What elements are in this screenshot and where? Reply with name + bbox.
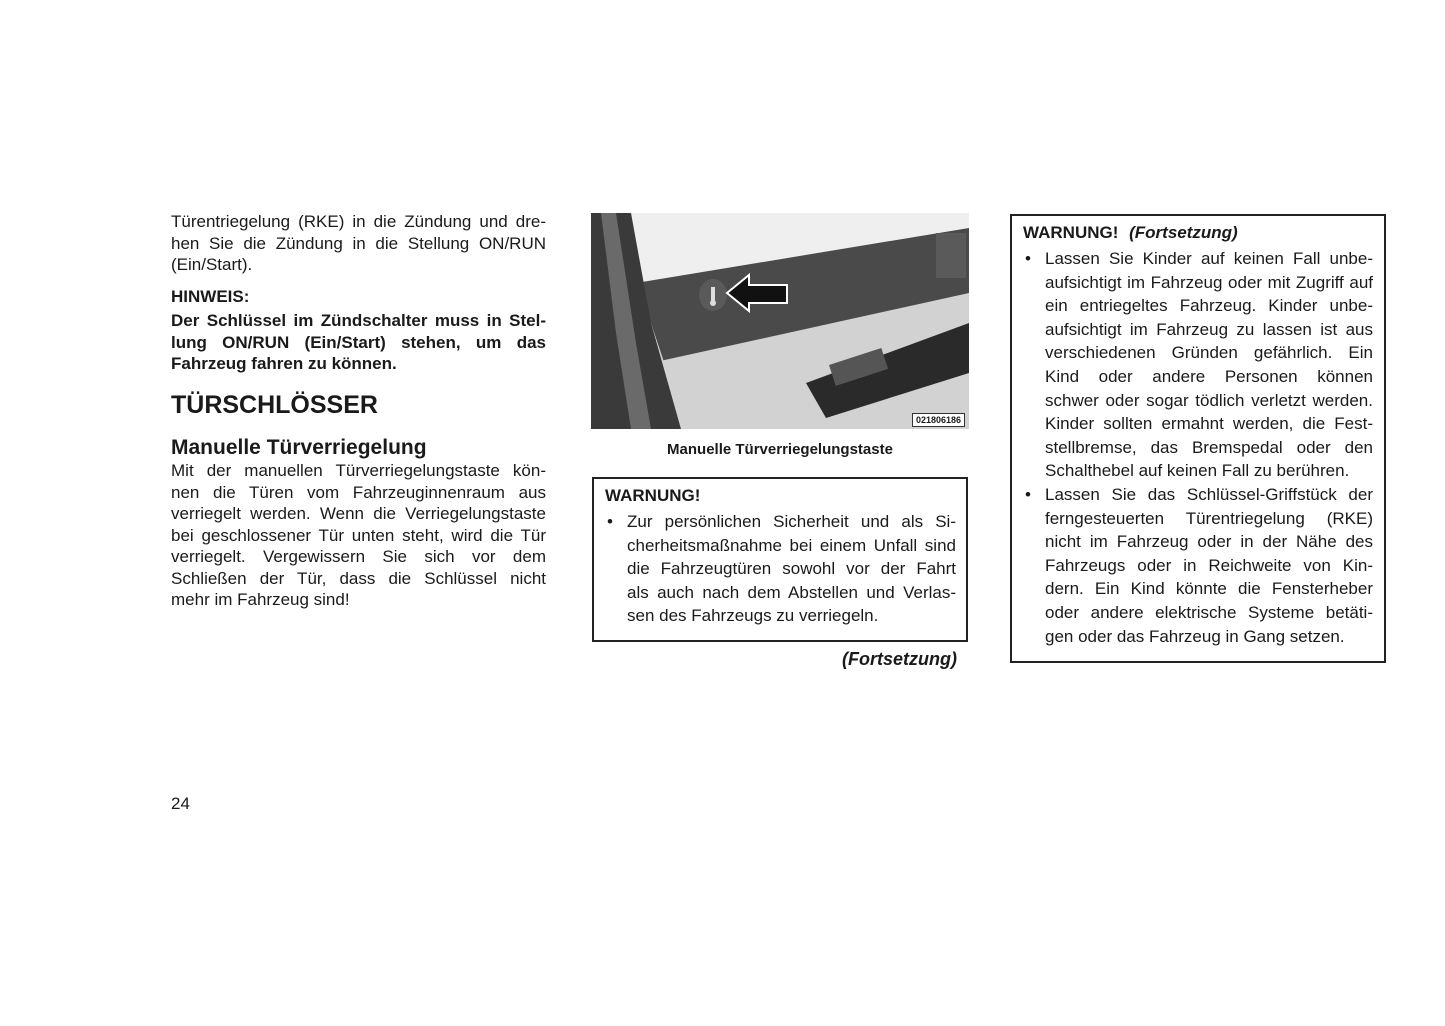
text-line: hen Sie die Zündung in die Stellung ON/RUN	[171, 233, 546, 253]
text-line: verschiedenen Gründen gefährlich. Ein	[1045, 343, 1373, 363]
warning-bullet	[1023, 483, 1373, 648]
intro-paragraph	[171, 211, 546, 276]
text-line: Fahrzeug fahren zu können.	[171, 354, 397, 373]
section-title: TÜRSCHLÖSSER	[171, 390, 378, 419]
text-line: nicht im Fahrzeug oder in der Nähe des	[1045, 532, 1373, 552]
warning-title-text: WARNUNG!	[1023, 223, 1119, 242]
text-line: oder andere elektrische Systeme betäti-	[1045, 602, 1373, 622]
text-line: Schalthebel auf keinen Fall zu berühren.	[1045, 461, 1350, 481]
warning-box-continued	[1010, 214, 1386, 663]
note-text	[171, 310, 546, 375]
text-line: verriegelt werden. Wenn die Verriegelungstaste	[171, 504, 546, 523]
text-line: Fahrzeugs oder in Reichweite von Kin-	[1045, 555, 1373, 575]
figure-caption: Manuelle Türverriegelungstaste	[667, 441, 893, 458]
text-line: Lassen Sie Kinder auf keinen Fall unbe-	[1045, 249, 1373, 268]
note-label: HINWEIS:	[171, 286, 250, 306]
text-line: Schließen der Tür, dass die Schlüssel nicht	[171, 568, 546, 588]
text-line: stellbremse, das Bremspedal oder den	[1045, 437, 1373, 457]
text-line: mehr im Fahrzeug sind!	[171, 590, 350, 609]
text-line: ferngesteuerten Türentriegelung (RKE)	[1045, 508, 1373, 528]
text-line: die Fahrzeugtüren sowohl vor der Fahrt	[627, 559, 956, 579]
warning-bullet	[1023, 247, 1373, 483]
bullet-icon: •	[1025, 484, 1031, 504]
warning-box	[592, 477, 968, 642]
text-line: als auch nach dem Abstellen und Verlas-	[627, 582, 956, 602]
door-lock-figure	[591, 213, 969, 429]
warning-bullet	[605, 510, 956, 628]
text-line: aufsichtigt im Fahrzeug oder mit Zugriff auf	[1045, 272, 1373, 292]
text-line: Lassen Sie das Schlüssel-Griffstück der	[1045, 484, 1373, 504]
text-line: cherheitsmaßnahme bei einem Unfall sind	[627, 535, 956, 555]
body-paragraph	[171, 460, 546, 611]
subsection-title: Manuelle Türverriegelung	[171, 436, 427, 459]
warning-title: WARNUNG!	[605, 486, 701, 505]
warning-continuation: (Fortsetzung)	[1129, 223, 1238, 242]
text-line: Kinder sollten ermahnt werden, die Fest-	[1045, 414, 1373, 434]
bullet-icon: •	[1025, 249, 1031, 268]
text-line: Mit der manuellen Türverriegelungstaste kön-	[171, 461, 546, 480]
text-line: Zur persönlichen Sicherheit und als Si-	[627, 512, 956, 531]
text-line: ein entriegeltes Fahrzeug. Kinder unbe-	[1045, 296, 1373, 316]
continued-label: (Fortsetzung)	[842, 649, 957, 669]
text-line: Türentriegelung (RKE) in die Zündung und dre-	[171, 212, 546, 231]
text-line: nen die Türen vom Fahrzeuginnenraum aus	[171, 482, 546, 502]
figure-code: 021806186	[912, 413, 965, 427]
bullet-icon: •	[607, 512, 613, 531]
text-line: (Ein/Start).	[171, 255, 253, 274]
text-line: dern. Ein Kind könnte die Fensterheber	[1045, 579, 1373, 599]
text-line: verriegelt. Vergewissern Sie sich vor dem	[171, 547, 546, 566]
column-left	[171, 211, 546, 611]
text-line: lung ON/RUN (Ein/Start) stehen, um das	[171, 332, 546, 352]
text-line: Der Schlüssel im Zündschalter muss in Stel-	[171, 311, 546, 330]
text-line: Kind oder andere Personen können	[1045, 366, 1373, 386]
text-line: gen oder das Fahrzeug in Gang setzen.	[1045, 626, 1345, 646]
text-line: aufsichtigt im Fahrzeug zu lassen ist aus	[1045, 319, 1373, 339]
text-line: sen des Fahrzeugs zu verriegeln.	[627, 606, 879, 626]
door-panel-illustration	[591, 213, 969, 429]
text-line: schwer oder sogar tödlich verletzt werden.	[1045, 390, 1373, 410]
page-number: 24	[171, 794, 190, 813]
text-line: bei geschlossener Tür unten steht, wird die Tür	[171, 525, 546, 545]
warning-title	[1023, 222, 1373, 244]
